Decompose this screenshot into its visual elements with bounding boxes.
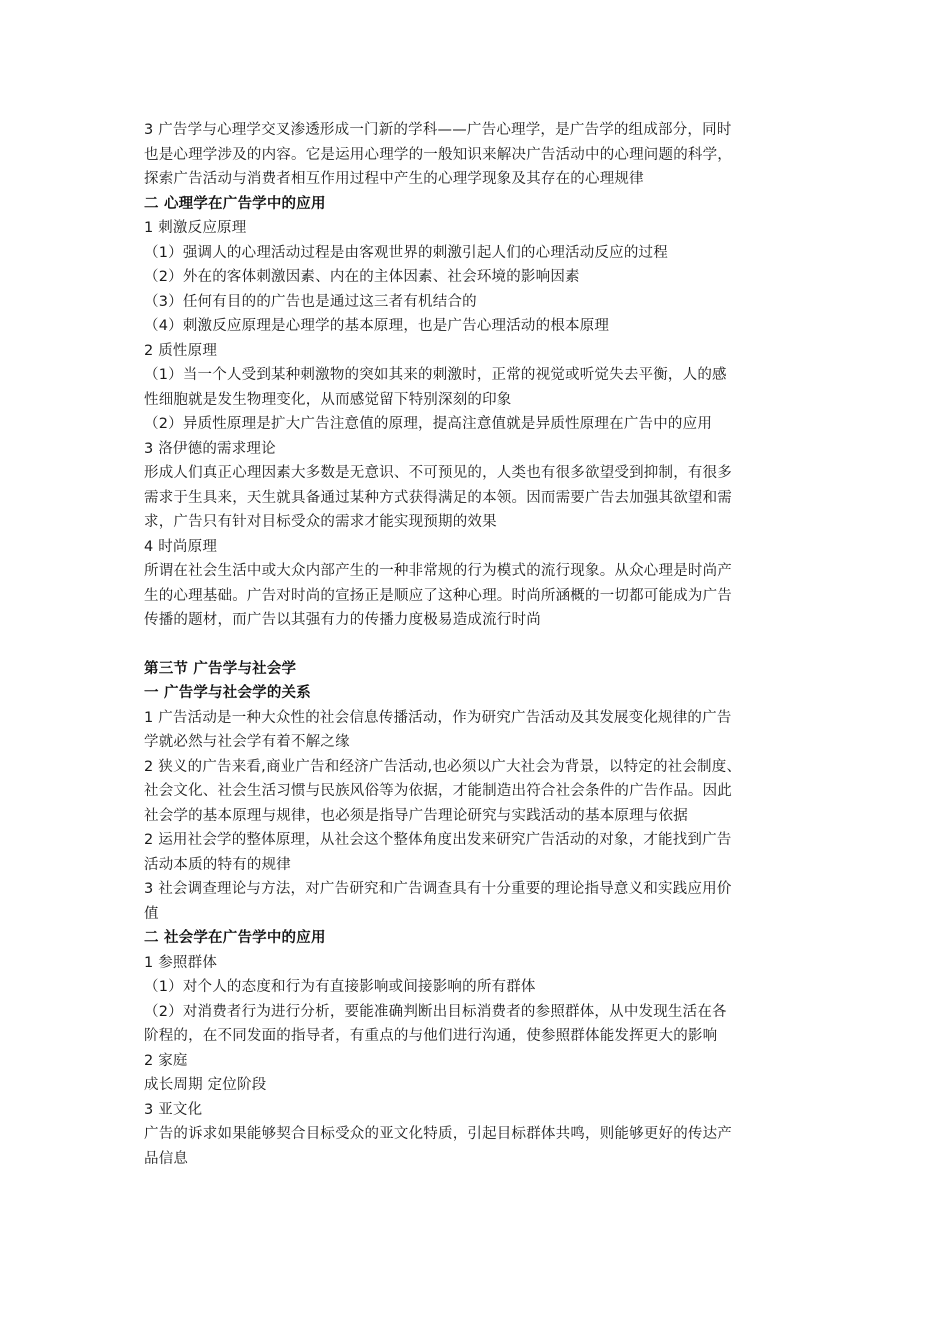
paragraph-line: 形成人们真正心理因素大多数是无意识、不可预见的，人类也有很多欲望受到抑制，有很多 [144,465,732,481]
list-item: （1）对个人的态度和行为有直接影响或间接影响的所有群体 [144,979,536,995]
paragraph-line: 求，广告只有针对目标受众的需求才能实现预期的效果 [144,514,497,530]
intro-line-3: 探索广告活动与消费者相互作用过程中产生的心理学现象及其存在的心理规律 [144,171,644,187]
list-item: （2）外在的客体刺激因素、内在的主体因素、社会环境的影响因素 [144,269,580,285]
subheading-stimulus-response: 1 刺激反应原理 [144,220,247,236]
paragraph-line: 学就必然与社会学有着不解之缘 [144,734,350,750]
section-title-third: 第三节 广告学与社会学 [144,660,297,677]
subheading-fashion: 4 时尚原理 [144,538,218,555]
paragraph-line: 值 [144,905,159,922]
paragraph-line: 3 社会调查理论与方法，对广告研究和广告调查具有十分重要的理论指导意义和实践应用价 [144,881,732,897]
paragraph-line: 社会文化、社会生活习惯与民族风俗等为依据，才能制造出符合社会条件的广告作品。因此 [144,783,732,799]
intro-line-1: 3 广告学与心理学交叉渗透形成一门新的学科——广告心理学，是广告学的组成部分，同时 [144,122,732,138]
paragraph-line: 生的心理基础。广告对时尚的宣扬正是顺应了这种心理。时尚所涵概的一切都可能成为广告 [144,587,732,604]
paragraph-line: 社会学的基本原理与规律，也必须是指导广告理论研究与实践活动的基本原理与依据 [144,807,688,824]
section-heading-sociology-application: 二 社会学在广告学中的应用 [144,930,326,946]
list-item: （1）当一个人受到某种刺激物的突如其来的刺激时，正常的视觉或听觉失去平衡，人的感 [144,367,727,383]
paragraph-line: 2 狭义的广告来看,商业广告和经济广告活动,也必须以广大社会为背景，以特定的社会制度、 [144,758,742,775]
paragraph-line: 品信息 [144,1150,189,1167]
paragraph-line: 所谓在社会生活中或大众内部产生的一种非常规的行为模式的流行现象。从众心理是时尚产 [144,563,732,579]
list-item: （2）异质性原理是扩大广告注意值的原理，提高注意值就是异质性原理在广告中的应用 [144,416,713,432]
list-item-continued: 阶程的，在不同发面的指导者，有重点的与他们进行沟通，使参照群体能发挥更大的影响 [144,1028,718,1044]
intro-line-2: 也是心理学涉及的内容。它是运用心理学的一般知识来解决广告活动中的心理问题的科学， [144,146,732,163]
section-heading-psychology-application: 二 心理学在广告学中的应用 [144,195,326,212]
subheading-reference-group: 1 参照群体 [144,954,218,971]
subheading-subculture: 3 亚文化 [144,1101,203,1118]
document-page [144,118,810,1171]
paragraph-line: 活动本质的特有的规律 [144,856,291,873]
paragraph-line: 1 广告活动是一种大众性的社会信息传播活动，作为研究广告活动及其发展变化规律的广告 [144,709,732,726]
list-item: （3）任何有目的的广告也是通过这三者有机结合的 [144,293,477,310]
paragraph-line: 成长周期 定位阶段 [144,1077,267,1093]
list-item: （2）对消费者行为进行分析，要能准确判断出目标消费者的参照群体，从中发现生活在各 [144,1003,727,1020]
subheading-heterogeneity: 2 质性原理 [144,342,218,359]
list-item: （1）强调人的心理活动过程是由客观世界的刺激引起人们的心理活动反应的过程 [144,244,668,261]
paragraph-line: 需求于生具来，天生就具备通过某种方式获得满足的本领。因而需要广告去加强其欲望和需 [144,489,732,506]
paragraph-line: 传播的题材，而广告以其强有力的传播力度极易造成流行时尚 [144,612,541,628]
subheading-family: 2 家庭 [144,1052,188,1069]
list-item-continued: 性细胞就是发生物理变化，从而感觉留下特别深刻的印象 [144,391,512,408]
subheading-needs-theory: 3 洛伊德的需求理论 [144,440,276,457]
section-spacer [144,633,810,657]
paragraph-line: 2 运用社会学的整体原理，从社会这个整体角度出发来研究广告活动的对象，才能找到广告 [144,832,732,848]
section-heading-relationship: 一 广告学与社会学的关系 [144,685,311,701]
list-item: （4）刺激反应原理是心理学的基本原理，也是广告心理活动的根本原理 [144,318,610,334]
paragraph-line: 广告的诉求如果能够契合目标受众的亚文化特质，引起目标群体共鸣，则能够更好的传达产 [144,1126,732,1142]
